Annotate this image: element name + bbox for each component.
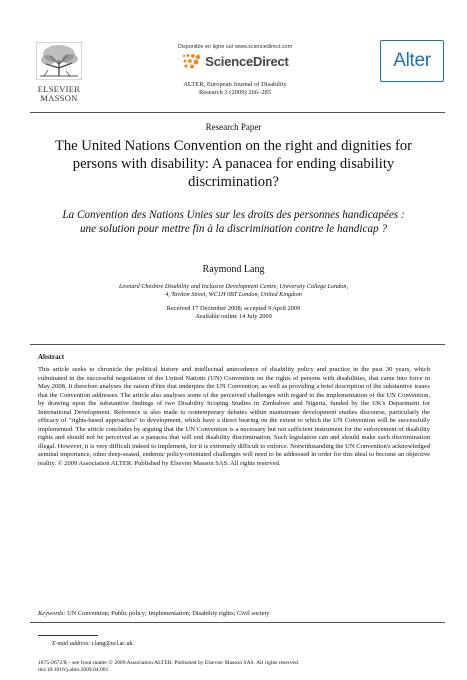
affiliation-line1: Leonard Cheshire Disability and Inclusive Development Centre, University College London, bbox=[118, 283, 349, 290]
keywords-list: UN Convention; Public policy; Implementation; Disability rights; Civil society bbox=[67, 610, 270, 617]
affiliation-line2: 4, Taviton Street, WC1H 0BT London, United Kingdom bbox=[165, 291, 302, 298]
article-subtitle-french: La Convention des Nations Unies sur les droits des personnes handicapées : une solution pour mettre fin à la discrimination contre le handicap ? bbox=[62, 209, 405, 236]
doi-line[interactable]: doi:10.1016/j.alter.2009.04.001 bbox=[38, 667, 109, 674]
publisher-name bbox=[30, 85, 88, 103]
email-address[interactable]: r.lang@ucl.ac.uk. bbox=[91, 641, 134, 647]
abstract-heading: Abstract bbox=[38, 353, 65, 361]
alter-logo bbox=[380, 40, 444, 82]
keywords-label: Keywords: bbox=[38, 610, 66, 617]
online-availability: Disponible en ligne sur www.sciencedirect.com bbox=[177, 44, 293, 50]
footnote-divider bbox=[38, 635, 98, 636]
abstract-text: This article seeks to chronicle the political history and intellectual antecedence of disability policy and practice in the past 30 years, which culminated in the successful negotiation of the United Nations (UN) Convention on the rights of persons with disabilities, that came into force in May 2008. It therefore analyses the raison d'être that underpins the UN Convention, as well as providing a brief description of the substantive issues that the Convention addresses. The article also analyses some of the perceived challenges with regard to the implementation of the UN Convention, by drawing upon the substantive findings of two Disability Scoping Studies in Zimbabwe and Nigeria, funded by the UK's Department for International Development. Reference is also made to contemporary debates within mainstream development studies discourse, particularly the efficacy of "rights-based approaches" to development, which have a direct bearing on the extent to which the UN Convention will be successfully implemented. The article concludes by arguing that the UN Convention is a necessary but not sufficient instrument for the enforcement of disability rights and should not be perceived as a panacea that will end disability discrimination. Such legislation can and should make such discrimination illegal. However, it is very difficult indeed to implement, for it is extremely difficult to enforce. Notwithstanding the UN Convention's acknowledged seminal importance, other deep-seated, endemic policy-orientated challenges will need to be addressed in order for this ideal to become an objective reality. © 2009 Association ALTER. Published by Elsevier Masson SAS. All rights reserved. bbox=[38, 366, 430, 468]
email-label: E-mail address: bbox=[52, 641, 91, 647]
sciencedirect-name: ScienceDirect bbox=[205, 53, 289, 69]
author-affiliation bbox=[60, 283, 407, 299]
sciencedirect-dots-icon bbox=[181, 53, 201, 69]
journal-citation bbox=[120, 81, 350, 97]
received-date: Received 17 December 2008; accepted 9 April 2009 bbox=[166, 305, 301, 312]
keywords bbox=[38, 610, 430, 617]
article-type: Research Paper bbox=[205, 122, 262, 132]
author-name: Raymond Lang bbox=[202, 264, 265, 275]
header-divider bbox=[30, 112, 445, 113]
abstract-top-divider bbox=[30, 344, 445, 345]
journal-volume: Research 3 (2009) 266–285 bbox=[198, 89, 272, 96]
alter-logo-text: Alter bbox=[393, 50, 431, 71]
journal-header bbox=[120, 44, 350, 97]
available-date: Available online 14 July 2009 bbox=[195, 313, 272, 321]
publisher-name-line2: MASSON bbox=[40, 93, 78, 103]
copyright-line: 1875-0672/$ – see front matter © 2009 Association ALTER. Published by Elsevier Masson SAS. All rights reserved. bbox=[38, 660, 300, 666]
publisher-name-line1: ELSEVIER bbox=[37, 84, 81, 94]
keywords-divider bbox=[30, 622, 445, 623]
sciencedirect-logo bbox=[120, 53, 350, 69]
copyright-notice bbox=[38, 660, 438, 675]
author-email bbox=[52, 641, 134, 647]
elsevier-tree-icon bbox=[36, 42, 82, 80]
page-header bbox=[0, 0, 467, 112]
article-title: The United Nations Convention on the right and dignities for persons with disability: A panacea for ending disability discrimination? bbox=[54, 138, 413, 190]
elsevier-logo bbox=[30, 42, 88, 103]
journal-name: ALTER, European Journal of Disability bbox=[183, 81, 287, 88]
article-dates bbox=[60, 305, 407, 321]
